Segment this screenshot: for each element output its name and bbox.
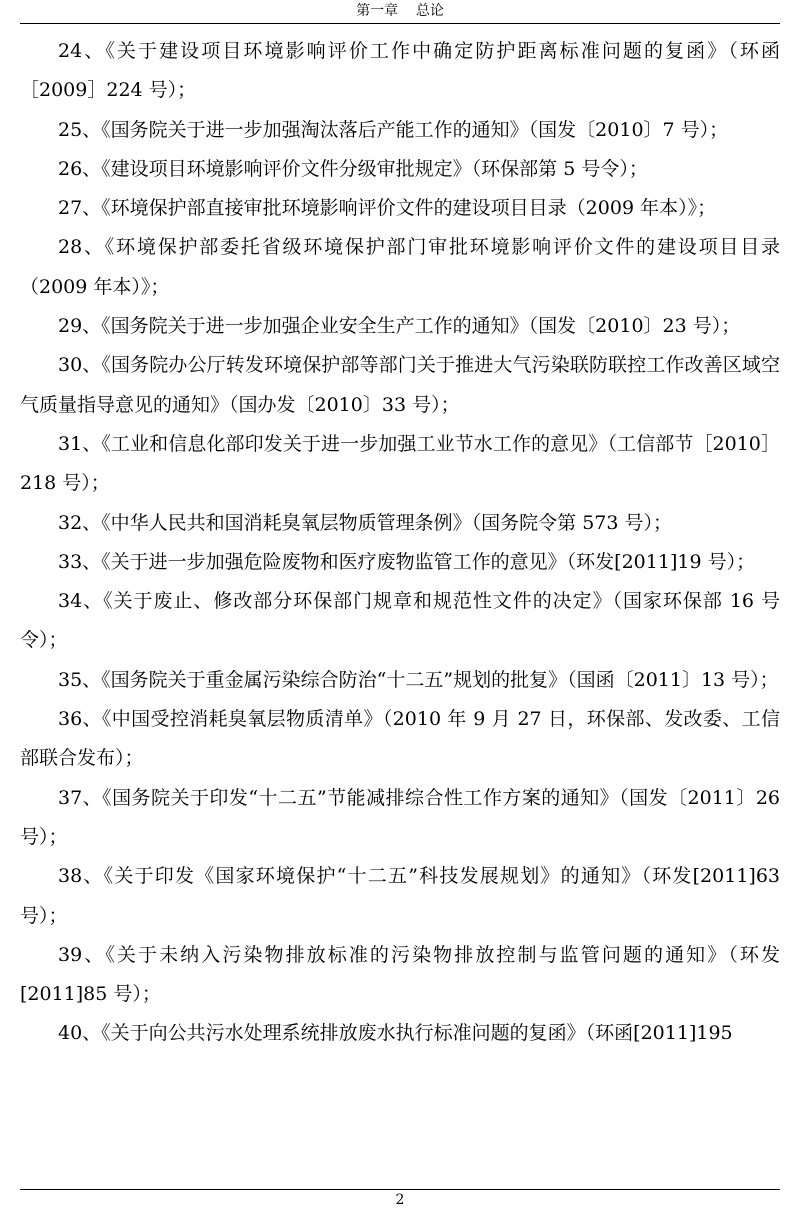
list-item: 29、《国务院关于进一步加强企业安全生产工作的通知》（国发〔2010〕23 号）； — [58, 315, 741, 338]
regulation-list — [20, 32, 780, 1054]
list-item: 38、《关于印发《国家环境保护“十二五”科技发展规划》的通知》（环发[2011]63 号）； — [20, 865, 780, 927]
page-header — [20, 0, 780, 24]
list-item: 32、《中华人民共和国消耗臭氧层物质管理条例》（国务院令第 573 号）； — [58, 511, 673, 534]
chapter-label: 第一章 — [356, 3, 399, 19]
list-item: 30、《国务院办公厅转发环境保护部等部门关于推进大气污染联防联控工作改善区域空气质量指导意见的通知》（国办发〔2010〕33 号）； — [20, 354, 780, 416]
list-item: 34、《关于废止、修改部分环保部门规章和规范性文件的决定》（国家环保部 16 号令）； — [20, 590, 780, 652]
list-item: 28、《环境保护部委托省级环境保护部门审批环境影响评价文件的建设项目目录（2009 年本）》； — [20, 236, 780, 298]
list-item: 25、《国务院关于进一步加强淘汰落后产能工作的通知》（国发〔2010〕7 号）； — [58, 118, 729, 141]
chapter-title: 总论 — [415, 3, 444, 19]
list-item: 40、《关于向公共污水处理系统排放废水执行标准问题的复函》（环函[2011]195 — [58, 1022, 733, 1045]
list-item: 27、《环境保护部直接审批环境影响评价文件的建设项目目录（2009 年本）》； — [58, 197, 717, 220]
list-item: 24、《关于建设项目环境影响评价工作中确定防护距离标准问题的复函》（环函［2009］224 号）； — [20, 40, 780, 102]
footer-divider — [20, 1189, 780, 1190]
list-item: 31、《工业和信息化部印发关于进一步加强工业节水工作的意见》（工信部节［2010］218 号）； — [20, 432, 780, 495]
list-item: 39、《关于未纳入污染物排放标准的污染物排放控制与监管问题的通知》（环发[2011]85 号）； — [20, 943, 780, 1006]
list-item: 37、《国务院关于印发“十二五”节能减排综合性工作方案的通知》（国发〔2011〕26 号）； — [20, 786, 780, 848]
list-item: 35、《国务院关于重金属污染综合防治“十二五”规划的批复》（国函〔2011〕13 号）； — [58, 668, 779, 691]
page-number: 2 — [395, 1192, 405, 1208]
list-item: 26、《建设项目环境影响评价文件分级审批规定》（环保部第 5 号令）； — [58, 157, 648, 180]
list-item: 33、《关于进一步加强危险废物和医疗废物监管工作的意见》（环发[2011]19 号）； — [58, 550, 756, 573]
list-item: 36、《中国受控消耗臭氧层物质清单》（2010 年 9 月 27 日，环保部、发改委、工信部联合发布）； — [20, 708, 780, 770]
